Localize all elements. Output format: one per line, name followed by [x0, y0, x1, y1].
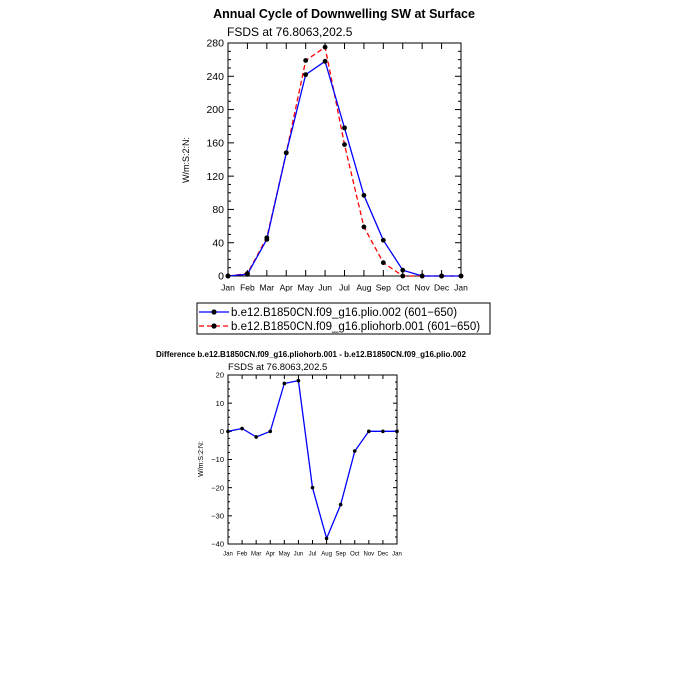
data-point-series-1	[342, 125, 347, 130]
y-tick-label: 80	[212, 204, 224, 217]
legend-marker-series-2	[211, 323, 216, 328]
data-point-series-1	[325, 537, 329, 541]
data-point-series-2	[400, 274, 405, 279]
chart-1-title: Annual Cycle of Downwelling SW at Surface	[213, 7, 475, 21]
data-point-series-2	[381, 260, 386, 265]
series-line-1	[228, 61, 461, 276]
chart-1-subtitle: FSDS at 76.8063,202.5	[227, 25, 353, 39]
data-point-series-2	[459, 274, 464, 279]
x-tick-label: May	[278, 551, 291, 558]
y-tick-label: 160	[206, 137, 224, 150]
x-tick-label: Apr	[265, 551, 275, 558]
chart-1-legend	[197, 303, 490, 334]
data-point-series-1	[323, 59, 328, 64]
data-point-series-1	[400, 268, 405, 273]
chart-2-ylabel: W/m:S:2:N:	[198, 441, 205, 477]
chart-1-ylabel: W/m:S:2:N:	[181, 136, 191, 184]
data-point-series-1	[381, 430, 385, 434]
x-tick-label: Jul	[308, 551, 317, 558]
data-point-series-1	[268, 430, 272, 434]
chart-2-series	[226, 379, 399, 540]
x-tick-label: Dec	[377, 551, 389, 558]
series-line-2	[228, 47, 461, 276]
x-tick-label: Jan	[221, 282, 235, 293]
series-line-1	[228, 381, 397, 539]
x-tick-label: Jan	[392, 551, 402, 558]
data-point-series-2	[245, 271, 250, 276]
data-point-series-1	[367, 430, 371, 434]
data-point-series-2	[264, 235, 269, 240]
x-tick-label: Jan	[223, 551, 233, 558]
data-point-series-2	[323, 45, 328, 50]
legend-marker-series-1	[211, 309, 216, 314]
data-point-series-1	[362, 193, 367, 198]
x-tick-label: Mar	[259, 282, 275, 293]
x-tick-label: Jul	[339, 282, 350, 293]
x-tick-label: Aug	[321, 551, 332, 558]
chart-2-title: Difference b.e12.B1850CN.f09_g16.pliohorb.001 - b.e12.B1850CN.f09_g16.plio.002	[156, 350, 466, 359]
x-tick-label: Mar	[250, 551, 262, 558]
data-point-series-1	[353, 449, 357, 453]
x-tick-label: May	[297, 282, 314, 293]
y-tick-label: 120	[206, 170, 224, 183]
x-tick-label: Dec	[434, 282, 450, 293]
x-tick-label: Feb	[240, 282, 255, 293]
y-tick-label: −10	[211, 455, 224, 465]
y-tick-label: 240	[206, 70, 224, 83]
data-point-series-1	[240, 427, 244, 431]
x-tick-label: Aug	[356, 282, 372, 293]
x-tick-label: Jun	[293, 551, 304, 558]
data-point-series-1	[303, 72, 308, 77]
data-point-series-1	[311, 486, 315, 490]
y-tick-label: −40	[211, 539, 224, 549]
chart-2	[156, 350, 466, 558]
x-tick-label: Jun	[318, 282, 332, 293]
x-tick-label: Nov	[363, 551, 375, 558]
y-tick-label: 0	[218, 270, 224, 283]
y-tick-label: 10	[215, 398, 224, 408]
x-tick-label: Sep	[335, 551, 347, 558]
data-point-series-1	[297, 379, 301, 383]
x-tick-label: Oct	[350, 551, 360, 558]
data-point-series-1	[395, 430, 399, 434]
legend-label-series-1: b.e12.B1850CN.f09_g16.plio.002 (601−650)	[231, 307, 458, 319]
chart-1-axes	[206, 38, 468, 293]
data-point-series-1	[254, 435, 258, 439]
chart-1	[181, 7, 490, 334]
data-point-series-1	[381, 238, 386, 243]
y-tick-label: 280	[206, 37, 224, 50]
y-tick-label: 20	[215, 370, 224, 380]
x-tick-label: Feb	[236, 551, 248, 558]
data-point-series-1	[339, 503, 343, 507]
data-point-series-1	[226, 430, 230, 434]
y-tick-label: 40	[212, 237, 224, 250]
y-tick-label: 0	[219, 426, 224, 436]
x-tick-label: Jan	[454, 282, 468, 293]
data-point-series-2	[439, 274, 444, 279]
data-point-series-2	[303, 58, 308, 63]
data-point-series-2	[284, 150, 289, 155]
chart-1-series	[226, 45, 464, 279]
y-tick-label: 200	[206, 104, 224, 117]
data-point-series-1	[283, 382, 287, 386]
x-tick-label: Nov	[414, 282, 430, 293]
y-tick-label: −30	[211, 511, 224, 521]
x-tick-label: Oct	[396, 282, 410, 293]
data-point-series-2	[342, 142, 347, 147]
y-tick-label: −20	[211, 483, 224, 493]
x-tick-label: Sep	[375, 282, 391, 293]
data-point-series-2	[226, 274, 231, 279]
legend-label-series-2: b.e12.B1850CN.f09_g16.pliohorb.001 (601−650)	[231, 321, 481, 333]
chart-2-subtitle: FSDS at 76.8063,202.5	[228, 362, 328, 373]
chart-2-plot-frame	[228, 375, 397, 544]
chart-2-axes	[211, 371, 402, 558]
chart-1-plot-frame	[228, 43, 461, 276]
x-tick-label: Apr	[279, 282, 293, 293]
data-point-series-2	[362, 225, 367, 230]
data-point-series-2	[420, 274, 425, 279]
